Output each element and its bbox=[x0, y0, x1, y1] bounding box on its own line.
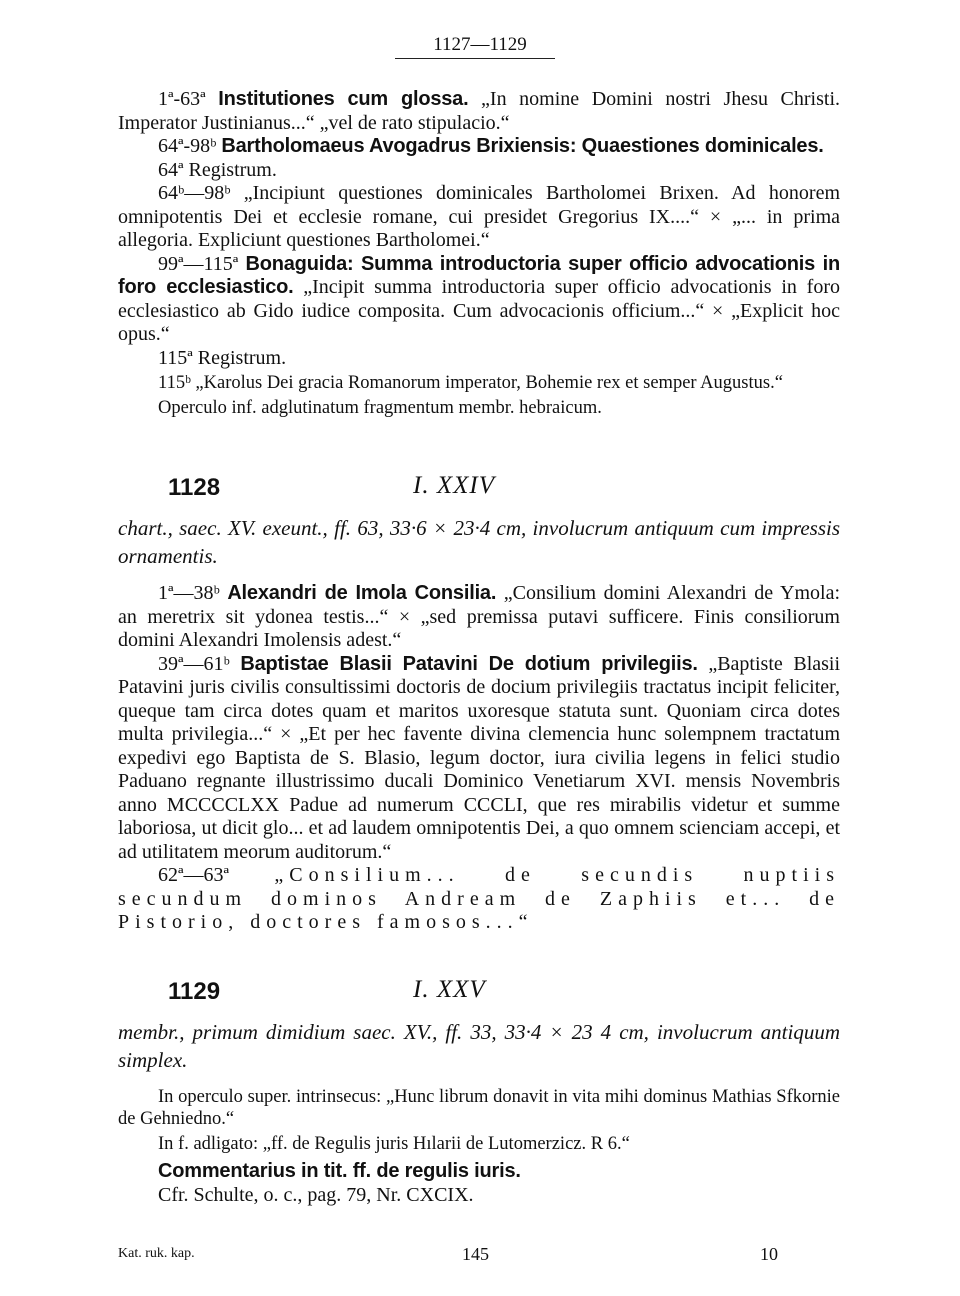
entry-1129-notes bbox=[118, 1086, 840, 1155]
entry-1127-item-4: 64ᵇ—98ᵇ „Incipiunt questiones dominicales Bartholomei Brixen. Ad honorem omnipotentis Dei et ecclesie romane, cui presidet Gregorius IX....“ × „... in prima allegoria. Expliciunt questiones Bartholomei.“ bbox=[118, 182, 840, 251]
entry-1129-note-1: In operculo super. intrinsecus: „Hunc librum donavit in vita mihi dominus Mathias Sfkornie de Gehniedno.“ bbox=[118, 1087, 840, 1129]
folio-ref: 1ª-63ª bbox=[158, 88, 206, 110]
folio-ref: 62ª—63ª bbox=[158, 864, 230, 886]
folio-ref: 1ª—38ᵇ bbox=[158, 582, 220, 604]
entry-1129-number: 1129 bbox=[168, 978, 221, 1005]
entry-1127-item-1 bbox=[118, 88, 840, 135]
entry-1127-item-2 bbox=[118, 135, 840, 159]
entry-1128-contents bbox=[118, 582, 840, 935]
entry-1129-signature: I. XXV bbox=[413, 976, 486, 1003]
entry-1128-item-1 bbox=[118, 582, 840, 653]
entry-1127-contents bbox=[118, 88, 840, 370]
incipit-text: „Consilium... de secundis nuptiis secundum dominos Andream de Zaphiis et... de Pistorio, doctores famosos...“ bbox=[118, 864, 840, 933]
folio-ref: 99ª—115ª bbox=[158, 252, 239, 275]
work-title: Bartholomaeus Avogadrus Brixiensis: Quaestiones dominicales. bbox=[221, 135, 824, 157]
footer-signature-mark: 10 bbox=[760, 1244, 778, 1264]
folio-ref: 64ª-98ᵇ bbox=[158, 135, 217, 157]
entry-1127-item-8: Operculo inf. adglutinatum fragmentum membr. hebraicum. bbox=[158, 398, 602, 418]
work-title: Bonaguida: Summa introductoria super officio advocationis in foro ecclesiastico. bbox=[118, 252, 840, 298]
incipit-text: „Baptiste Blasii Patavini juris civilis consultissimi doctoris de docium privilegiis tractatus incipit feliciter, queque tam circa dotes quam et maritos uxoresque statuta sunt. Quoniam circa dotes multa privilegia...“ × „Et per hec favente divina clemencia hunc solempnem tractatum expedivi ego Baptista de S. Blasio, legum doctor, iura civilia legens in felici studio Paduano regnante illustrissimo ducali Dominico Venetiarum XVI. mensis Novembris anno MCCCCLXX Padue ad numerum CCCLI, que res mirabilis videtur et summe laboriosa, ut dicit glo... et ad laudem omnipotentis Dei, a quo omnem scienciam accepi, et ad utilitatem meorum auditorum.“ bbox=[118, 652, 841, 863]
entry-1127-item-5 bbox=[118, 253, 840, 347]
entry-1128-item-3 bbox=[118, 864, 840, 935]
entry-1127-notes bbox=[118, 372, 840, 419]
entry-1127-item-3: 64ª Registrum. bbox=[158, 158, 277, 181]
entry-1128-item-2 bbox=[118, 653, 840, 865]
page-header-range: 1127—1129 bbox=[433, 34, 527, 55]
folio-ref: 39ª—61ᵇ bbox=[158, 652, 230, 675]
entry-1129-reference: Cfr. Schulte, o. c., pag. 79, Nr. CXCIX. bbox=[158, 1183, 474, 1206]
entry-1128-number: 1128 bbox=[168, 474, 221, 501]
footer-catalog-label: Kat. ruk. kap. bbox=[118, 1246, 195, 1261]
entry-1129-note-2: In f. adligato: „ff. de Regulis juris Hılarii de Lutomerzicz. R 6.“ bbox=[158, 1134, 630, 1154]
entry-1128-signature: I. XXIV bbox=[413, 472, 495, 499]
work-title: Baptistae Blasii Patavini De dotium privilegiis. bbox=[240, 652, 698, 675]
entry-1127-item-6: 115ª Registrum. bbox=[158, 346, 287, 369]
incipit-text: „Incipit summa introductoria super officio advocationis in foro ecclesiastico ab Gido iudice composita. Cum advocacionis officium...“ × „Explicit hoc opus.“ bbox=[118, 276, 840, 345]
entry-1127-item-7: 115ᵇ „Karolus Dei gracia Romanorum imperator, Bohemie rex et semper Augustus.“ bbox=[158, 373, 783, 393]
entry-1128-description: chart., saec. XV. exeunt., ff. 63, 33·6 × 23·4 cm, involucrum antiquum cum impressis ornamentis. bbox=[118, 516, 840, 568]
header-rule bbox=[395, 58, 555, 59]
footer-page-number: 145 bbox=[462, 1244, 489, 1264]
entry-1129-work bbox=[118, 1160, 840, 1207]
incipit-text: „In nomine Domini nostri Jhesu Christi. Imperator Justinianus...“ „vel de rato stipulacio.“ bbox=[118, 88, 841, 134]
incipit-text: „Consilium domini Alexandri de Ymola: an meretrix sit ydonea testis...“ × „sed premissa putavi sufficere. Finis consiliorum domini Alexandri Imolensis adest.“ bbox=[118, 582, 841, 651]
work-title: Alexandri de Imola Consilia. bbox=[227, 582, 497, 604]
work-title: Institutiones cum glossa. bbox=[218, 88, 469, 110]
entry-1129-description: membr., primum dimidium saec. XV., ff. 33, 33·4 × 23 4 cm, involucrum antiquum simplex. bbox=[118, 1020, 840, 1072]
entry-1129-title: Commentarius in tit. ff. de regulis iuris. bbox=[158, 1160, 521, 1182]
